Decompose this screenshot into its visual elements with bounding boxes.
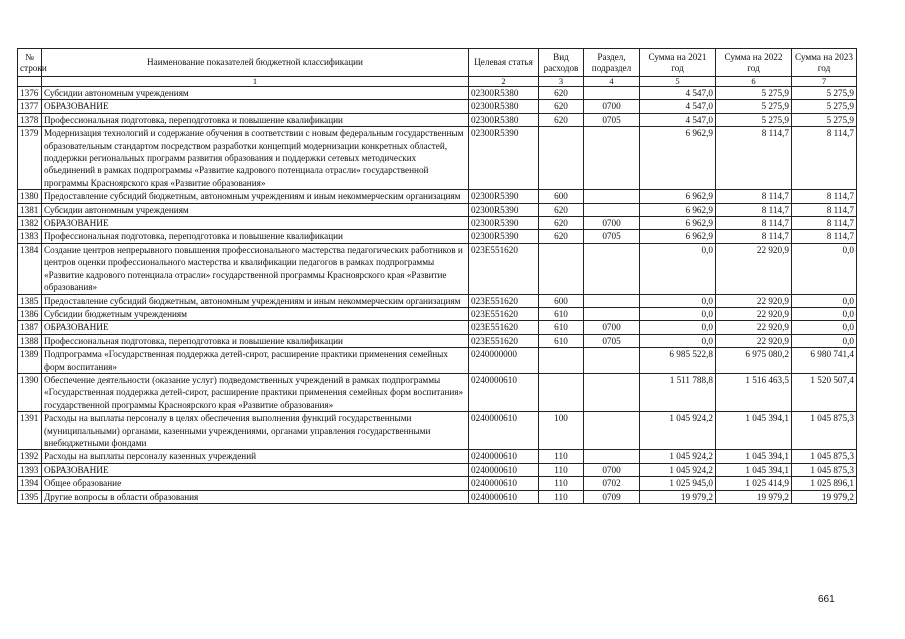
sum-2022: 22 920,9 — [716, 334, 792, 347]
column-number: 4 — [584, 77, 640, 87]
target-article: 02300R5390 — [469, 190, 539, 203]
section-code: 0705 — [584, 230, 640, 243]
table-row — [18, 190, 857, 203]
indicator-name: Профессиональная подготовка, переподготовка и повышение квалификации — [42, 230, 469, 243]
sum-2023: 1 025 896,1 — [792, 477, 857, 490]
sum-2023: 8 114,7 — [792, 230, 857, 243]
table-row — [18, 450, 857, 463]
indicator-name: Субсидии автономным учреждениям — [42, 87, 469, 100]
section-code — [584, 127, 640, 190]
row-number: 1386 — [18, 307, 42, 320]
target-article: 02300R5390 — [469, 230, 539, 243]
sum-2022: 22 920,9 — [716, 321, 792, 334]
target-article: 023E551620 — [469, 307, 539, 320]
column-number: 3 — [539, 77, 584, 87]
target-article: 02300R5380 — [469, 113, 539, 126]
expense-type: 110 — [539, 477, 584, 490]
row-number: 1379 — [18, 127, 42, 190]
row-number: 1383 — [18, 230, 42, 243]
expense-type: 600 — [539, 294, 584, 307]
sum-2022: 8 114,7 — [716, 230, 792, 243]
row-number: 1395 — [18, 490, 42, 503]
section-code — [584, 203, 640, 216]
target-article: 023E551620 — [469, 294, 539, 307]
sum-2021: 1 045 924,2 — [640, 412, 716, 450]
sum-2023: 0,0 — [792, 294, 857, 307]
table-row — [18, 373, 857, 411]
section-code: 0709 — [584, 490, 640, 503]
expense-type: 610 — [539, 321, 584, 334]
expense-type — [539, 127, 584, 190]
section-code — [584, 294, 640, 307]
target-article: 023E551620 — [469, 334, 539, 347]
indicator-name: ОБРАЗОВАНИЕ — [42, 321, 469, 334]
target-article: 023E551620 — [469, 321, 539, 334]
indicator-name: Профессиональная подготовка, переподготовка и повышение квалификации — [42, 113, 469, 126]
section-code: 0700 — [584, 463, 640, 476]
column-number: 1 — [42, 77, 469, 87]
row-number: 1388 — [18, 334, 42, 347]
row-number: 1392 — [18, 450, 42, 463]
sum-2023: 8 114,7 — [792, 190, 857, 203]
header-row-number: № строки — [18, 49, 42, 77]
table-row — [18, 113, 857, 126]
sum-2021: 0,0 — [640, 321, 716, 334]
sum-2021: 0,0 — [640, 307, 716, 320]
table-row — [18, 463, 857, 476]
table-row — [18, 230, 857, 243]
indicator-name: Профессиональная подготовка, переподготовка и повышение квалификации — [42, 334, 469, 347]
sum-2022: 1 045 394,1 — [716, 412, 792, 450]
header-expense-type: Вид расходов — [539, 49, 584, 77]
table-row — [18, 477, 857, 490]
column-number-row — [18, 77, 857, 87]
sum-2022: 1 025 414,9 — [716, 477, 792, 490]
target-article: 0240000610 — [469, 463, 539, 476]
expense-type: 110 — [539, 450, 584, 463]
row-number: 1387 — [18, 321, 42, 334]
expense-type: 620 — [539, 203, 584, 216]
header-name: Наименование показателей бюджетной классификации — [42, 49, 469, 77]
section-code: 0705 — [584, 113, 640, 126]
expense-type: 620 — [539, 100, 584, 113]
sum-2021: 6 985 522,8 — [640, 348, 716, 374]
sum-2022: 1 516 463,5 — [716, 373, 792, 411]
sum-2023: 0,0 — [792, 243, 857, 294]
sum-2022: 5 275,9 — [716, 100, 792, 113]
row-number: 1378 — [18, 113, 42, 126]
target-article: 02300R5390 — [469, 217, 539, 230]
indicator-name: Подпрограмма «Государственная поддержка детей-сирот, расширение практики применения семейных форм воспитания» — [42, 348, 469, 374]
row-number: 1391 — [18, 412, 42, 450]
section-code: 0700 — [584, 100, 640, 113]
sum-2023: 1 045 875,3 — [792, 450, 857, 463]
header-sum-2022: Сумма на 2022 год — [716, 49, 792, 77]
expense-type — [539, 243, 584, 294]
expense-type: 110 — [539, 490, 584, 503]
sum-2021: 6 962,9 — [640, 230, 716, 243]
sum-2021: 6 962,9 — [640, 217, 716, 230]
indicator-name: Создание центров непрерывного повышения профессионального мастерства педагогических работников и центров оценки профессионального мастерства и квалификации педагогов в рамках подпрограммы «Развитие кадрового потенциала отрасли» государственной программы Красноярского края «Развитие образования» — [42, 243, 469, 294]
sum-2022: 1 045 394,1 — [716, 463, 792, 476]
section-code — [584, 190, 640, 203]
sum-2022: 5 275,9 — [716, 113, 792, 126]
table-row — [18, 321, 857, 334]
header-target-article: Целевая статья — [469, 49, 539, 77]
table-header — [18, 49, 857, 77]
sum-2021: 6 962,9 — [640, 127, 716, 190]
target-article: 0240000610 — [469, 373, 539, 411]
section-code — [584, 412, 640, 450]
sum-2022: 22 920,9 — [716, 294, 792, 307]
sum-2022: 8 114,7 — [716, 203, 792, 216]
sum-2021: 0,0 — [640, 334, 716, 347]
indicator-name: Общее образование — [42, 477, 469, 490]
section-code: 0700 — [584, 321, 640, 334]
table-row — [18, 412, 857, 450]
indicator-name: Субсидии бюджетным учреждениям — [42, 307, 469, 320]
table-row — [18, 307, 857, 320]
sum-2021: 1 025 945,0 — [640, 477, 716, 490]
sum-2022: 6 975 080,2 — [716, 348, 792, 374]
column-number: 6 — [716, 77, 792, 87]
sum-2022: 5 275,9 — [716, 87, 792, 100]
table-row — [18, 490, 857, 503]
sum-2021: 6 962,9 — [640, 190, 716, 203]
expense-type — [539, 348, 584, 374]
indicator-name: Другие вопросы в области образования — [42, 490, 469, 503]
column-number: 7 — [792, 77, 857, 87]
expense-type: 610 — [539, 307, 584, 320]
row-number: 1384 — [18, 243, 42, 294]
row-number: 1385 — [18, 294, 42, 307]
table-row — [18, 294, 857, 307]
table-row — [18, 100, 857, 113]
section-code — [584, 243, 640, 294]
sum-2021: 4 547,0 — [640, 113, 716, 126]
target-article: 02300R5390 — [469, 203, 539, 216]
sum-2023: 1 520 507,4 — [792, 373, 857, 411]
sum-2023: 5 275,9 — [792, 100, 857, 113]
sum-2023: 0,0 — [792, 307, 857, 320]
sum-2023: 19 979,2 — [792, 490, 857, 503]
table-row — [18, 217, 857, 230]
sum-2023: 0,0 — [792, 334, 857, 347]
section-code — [584, 373, 640, 411]
target-article: 0240000000 — [469, 348, 539, 374]
row-number: 1390 — [18, 373, 42, 411]
target-article: 0240000610 — [469, 450, 539, 463]
indicator-name: Обеспечение деятельности (оказание услуг) подведомственных учреждений в рамках подпрограммы «Государственная поддержка детей-сирот, расширение практики применения семейных форм воспитания» государственной программы Красноярского края «Развитие образования» — [42, 373, 469, 411]
indicator-name: ОБРАЗОВАНИЕ — [42, 217, 469, 230]
sum-2021: 0,0 — [640, 243, 716, 294]
section-code: 0705 — [584, 334, 640, 347]
section-code — [584, 87, 640, 100]
section-code — [584, 348, 640, 374]
section-code: 0702 — [584, 477, 640, 490]
row-number: 1380 — [18, 190, 42, 203]
column-number: 5 — [640, 77, 716, 87]
indicator-name: Субсидии автономным учреждениям — [42, 203, 469, 216]
page-number: 661 — [818, 594, 835, 605]
expense-type: 110 — [539, 463, 584, 476]
expense-type: 610 — [539, 334, 584, 347]
expense-type: 620 — [539, 87, 584, 100]
sum-2022: 8 114,7 — [716, 127, 792, 190]
indicator-name: Модернизация технологий и содержание обучения в соответствии с новым федеральным государственным образовательным стандартом посредством разработки концепций модернизации конкретных областей, поддержки региональных программ развития образования и поддержки сетевых методических объединений в рамках подпрограммы «Развитие кадрового потенциала отрасли» государственной программы Красноярского края «Развитие образования» — [42, 127, 469, 190]
table-row — [18, 203, 857, 216]
sum-2023: 0,0 — [792, 321, 857, 334]
target-article: 0240000610 — [469, 412, 539, 450]
column-number — [18, 77, 42, 87]
expense-type: 620 — [539, 230, 584, 243]
table-row — [18, 243, 857, 294]
row-number: 1389 — [18, 348, 42, 374]
sum-2021: 19 979,2 — [640, 490, 716, 503]
column-number: 2 — [469, 77, 539, 87]
indicator-name: ОБРАЗОВАНИЕ — [42, 100, 469, 113]
target-article: 02300R5380 — [469, 87, 539, 100]
sum-2023: 8 114,7 — [792, 127, 857, 190]
expense-type — [539, 373, 584, 411]
budget-table — [17, 48, 857, 504]
target-article: 0240000610 — [469, 477, 539, 490]
section-code — [584, 450, 640, 463]
indicator-name: Предоставление субсидий бюджетным, автономным учреждениям и иным некоммерческим организациям — [42, 190, 469, 203]
sum-2021: 1 045 924,2 — [640, 450, 716, 463]
expense-type: 620 — [539, 113, 584, 126]
row-number: 1393 — [18, 463, 42, 476]
table-row — [18, 87, 857, 100]
table-row — [18, 348, 857, 374]
sum-2022: 22 920,9 — [716, 307, 792, 320]
indicator-name: Предоставление субсидий бюджетным, автономным учреждениям и иным некоммерческим организациям — [42, 294, 469, 307]
row-number: 1394 — [18, 477, 42, 490]
row-number: 1377 — [18, 100, 42, 113]
table-body — [18, 87, 857, 504]
sum-2022: 19 979,2 — [716, 490, 792, 503]
section-code: 0700 — [584, 217, 640, 230]
sum-2023: 1 045 875,3 — [792, 412, 857, 450]
header-sum-2021: Сумма на 2021 год — [640, 49, 716, 77]
target-article: 0240000610 — [469, 490, 539, 503]
table-row — [18, 334, 857, 347]
expense-type: 600 — [539, 190, 584, 203]
row-number: 1376 — [18, 87, 42, 100]
sum-2022: 8 114,7 — [716, 190, 792, 203]
sum-2021: 0,0 — [640, 294, 716, 307]
expense-type: 620 — [539, 217, 584, 230]
header-section: Раздел, подраздел — [584, 49, 640, 77]
expense-type: 100 — [539, 412, 584, 450]
sum-2021: 4 547,0 — [640, 100, 716, 113]
indicator-name: Расходы на выплаты персоналу в целях обеспечения выполнения функций государственными (муниципальными) органами, казенными учреждениями, органами управления государственными внебюджетными фондами — [42, 412, 469, 450]
sum-2023: 5 275,9 — [792, 87, 857, 100]
sum-2022: 8 114,7 — [716, 217, 792, 230]
sum-2021: 6 962,9 — [640, 203, 716, 216]
sum-2021: 1 045 924,2 — [640, 463, 716, 476]
target-article: 02300R5380 — [469, 100, 539, 113]
sum-2023: 8 114,7 — [792, 217, 857, 230]
sum-2023: 6 980 741,4 — [792, 348, 857, 374]
sum-2021: 1 511 788,8 — [640, 373, 716, 411]
row-number: 1381 — [18, 203, 42, 216]
indicator-name: ОБРАЗОВАНИЕ — [42, 463, 469, 476]
header-sum-2023: Сумма на 2023 год — [792, 49, 857, 77]
sum-2022: 1 045 394,1 — [716, 450, 792, 463]
table-row — [18, 127, 857, 190]
row-number: 1382 — [18, 217, 42, 230]
sum-2023: 5 275,9 — [792, 113, 857, 126]
sum-2022: 22 920,9 — [716, 243, 792, 294]
indicator-name: Расходы на выплаты персоналу казенных учреждений — [42, 450, 469, 463]
sum-2023: 8 114,7 — [792, 203, 857, 216]
sum-2021: 4 547,0 — [640, 87, 716, 100]
section-code — [584, 307, 640, 320]
target-article: 023E551620 — [469, 243, 539, 294]
sum-2023: 1 045 875,3 — [792, 463, 857, 476]
target-article: 02300R5390 — [469, 127, 539, 190]
